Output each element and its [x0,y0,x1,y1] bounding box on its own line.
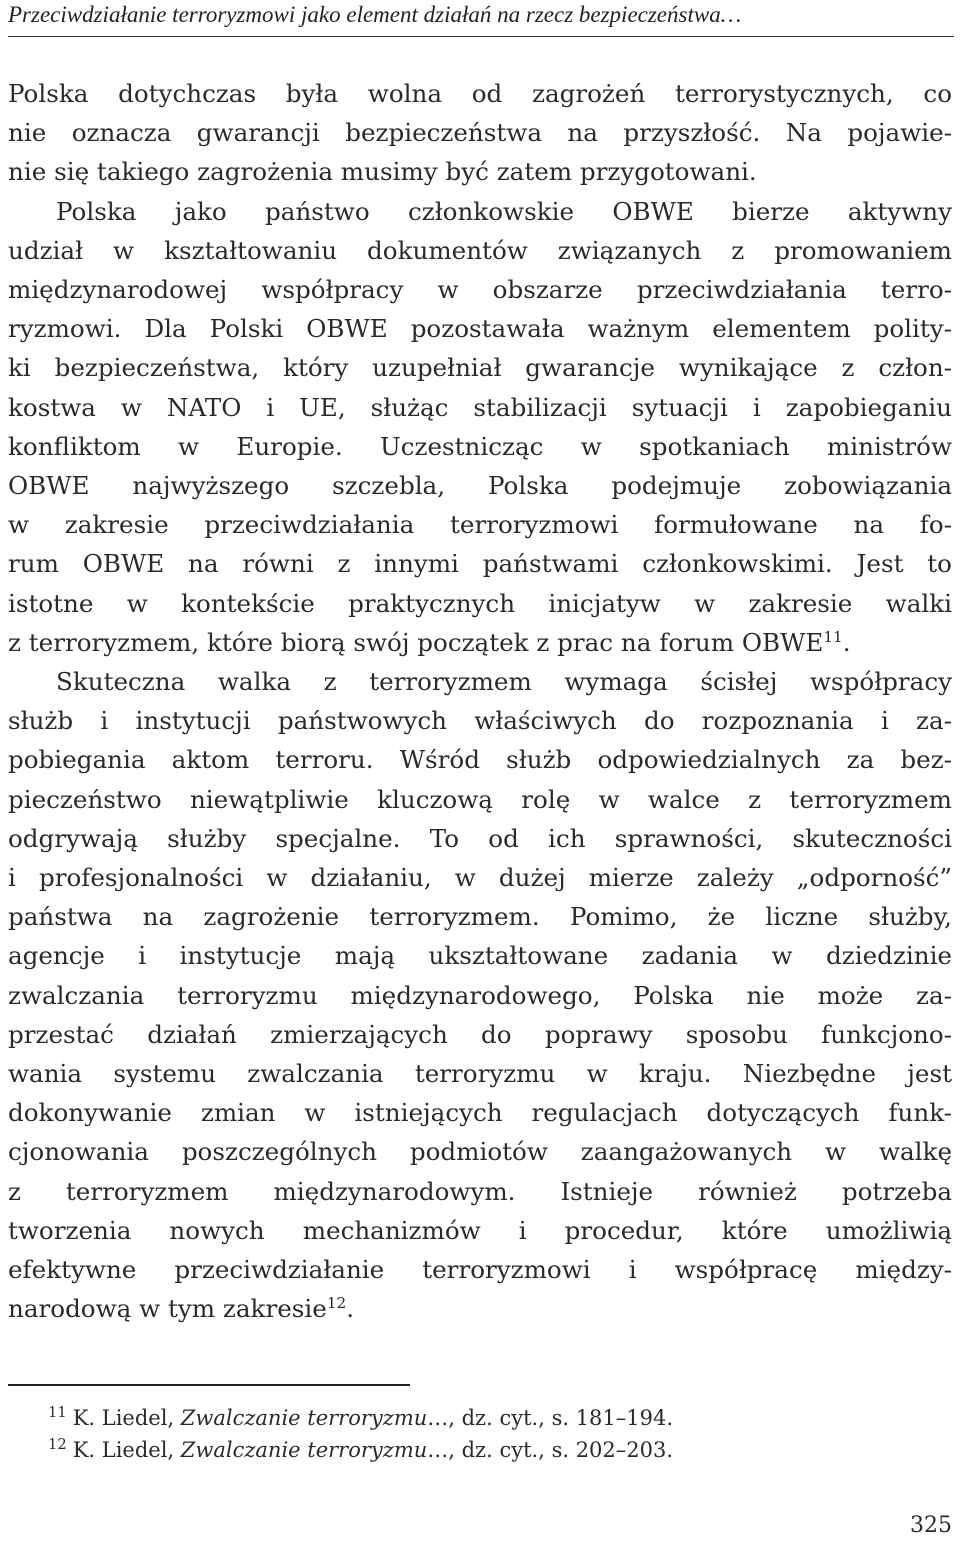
text-line: rum OBWE na równi z innymi państwami członkowskimi. Jest to [8,549,952,579]
footnote-citation: …, dz. cyt., s. 202–203. [427,1438,674,1462]
text-line: nie oznacza gwarancji bezpieczeństwa na przyszłość. Na pojawie- [8,118,952,148]
running-title: Przeciwdziałanie terroryzmowi jako element działań na rzecz bezpieczeństwa… [8,2,742,27]
text-line: efektywne przeciwdziałanie terroryzmowi i współpracę między- [8,1255,952,1285]
text-line: OBWE najwyższego szczebla, Polska podejmuje zobowiązania [8,471,952,501]
text-line: cjonowania poszczególnych podmiotów zaangażowanych w walkę [8,1137,952,1167]
text-line: istotne w kontekście praktycznych inicjatyw w zakresie walki [8,588,952,618]
text-line: zwalczania terroryzmu międzynarodowego, Polska nie może za- [8,980,952,1010]
text-line: w zakresie przeciwdziałania terroryzmowi formułowane na fo- [8,510,952,540]
text-line: służb i instytucji państwowych właściwych do rozpoznania i za- [8,706,952,736]
text-line: z terroryzmem międzynarodowym. Istnieje również potrzeba [8,1176,952,1206]
text-line: dokonywanie zmian w istniejących regulacjach dotyczących funk- [8,1098,952,1128]
text-line: kostwa w NATO i UE, służąc stabilizacji sytuacji i zapobieganiu [8,392,952,422]
paragraph [8,662,952,1328]
footnote-title: Zwalczanie terroryzmu [180,1438,428,1462]
text-line: pobiegania aktom terroru. Wśród służb odpowiedzialnych za bez- [8,745,952,775]
text-line: i profesjonalności w działaniu, w dużej mierze zależy „odporność” [8,863,952,893]
footnote-ref[interactable]: 11 [823,627,843,646]
footnotes [48,1402,673,1466]
footnote-citation: …, dz. cyt., s. 181–194. [427,1406,674,1430]
text-line: udział w kształtowaniu dokumentów związanych z promowaniem [8,235,952,265]
text-line-with-footnote [8,1289,952,1328]
text-line: ki bezpieczeństwa, który uzupełniał gwarancje wynikające z człon- [8,353,952,383]
paragraph [8,74,952,192]
paragraph [8,192,952,662]
footnote-separator [8,1384,410,1386]
sentence-end: . [842,627,851,657]
text-line: wania systemu zwalczania terroryzmu w kraju. Niezbędne jest [8,1059,952,1089]
page-number: 325 [910,1513,952,1538]
text-line: Polska dotychczas była wolna od zagrożeń terrorystycznych, co [8,79,952,108]
footnote-author: K. Liedel, [72,1438,175,1462]
text-line: nie się takiego zagrożenia musimy być zatem przygotowani. [8,157,757,187]
text-line: Polska jako państwo członkowskie OBWE bierze aktywny [56,196,952,226]
text-line: narodową w tym zakresie [8,1294,327,1324]
text-line: agencje i instytucje mają ukształtowane zadania w dziedzinie [8,941,952,971]
footnote [48,1402,673,1434]
text-line: państwa na zagrożenie terroryzmem. Pomimo, że liczne służby, [8,902,952,932]
text-line-with-footnote [8,623,952,662]
footnote-author: K. Liedel, [72,1406,175,1430]
footnote [48,1434,673,1466]
running-header [8,0,954,37]
text-line: z terroryzmem, które biorą swój początek z prac na forum OBWE [8,627,824,657]
text-line: międzynarodowej współpracy w obszarze przeciwdziałania terro- [8,275,952,305]
footnote-title: Zwalczanie terroryzmu [180,1406,428,1430]
body-text [8,74,952,1329]
text-line: tworzenia nowych mechanizmów i procedur, które umożliwią [8,1215,952,1245]
footnote-number: 11 [48,1404,67,1421]
footnote-number: 12 [48,1436,67,1453]
sentence-end: . [346,1294,355,1324]
footnote-ref[interactable]: 12 [326,1294,347,1313]
text-line: konfliktom w Europie. Uczestnicząc w spotkaniach ministrów [8,431,952,461]
text-line: przestać działań zmierzających do poprawy sposobu funkcjono- [8,1019,952,1049]
text-line: ryzmowi. Dla Polski OBWE pozostawała ważnym elementem polity- [8,314,952,344]
text-line: pieczeństwo niewątpliwie kluczową rolę w walce z terroryzmem [8,784,952,814]
text-line: Skuteczna walka z terroryzmem wymaga ścisłej współpracy [56,667,952,697]
text-line: odgrywają służby specjalne. To od ich sprawności, skuteczności [8,823,952,853]
